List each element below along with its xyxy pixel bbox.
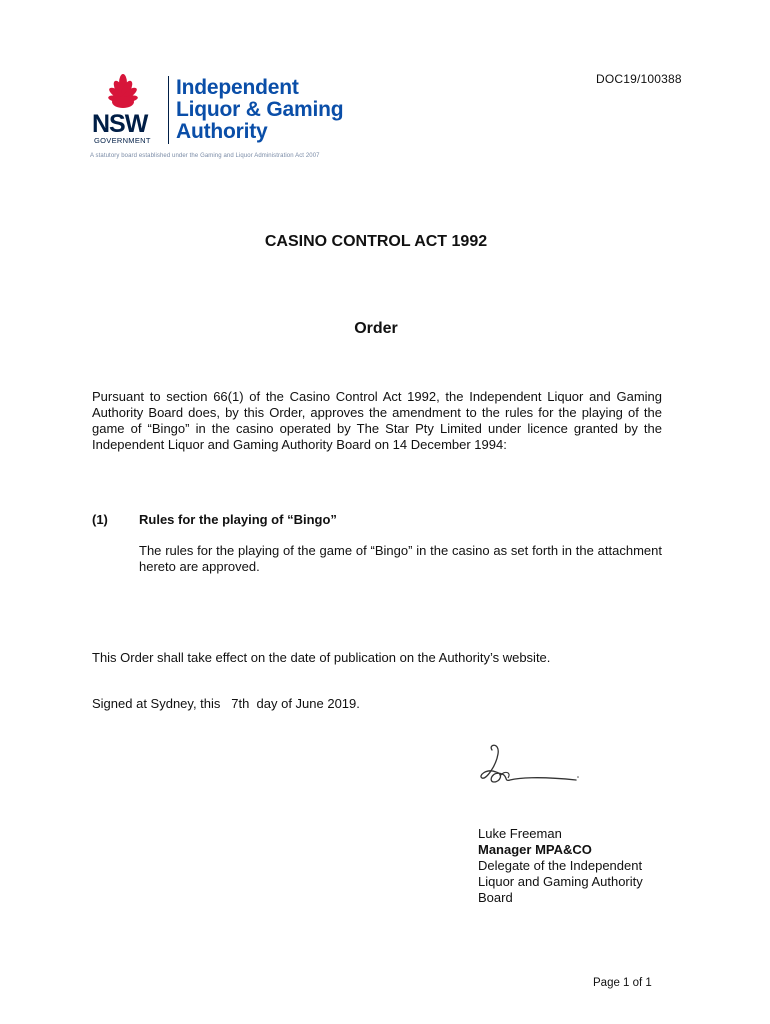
waratah-icon	[92, 74, 154, 114]
logo-name-line-1: Independent	[176, 76, 299, 99]
signatory-title: Manager MPA&CO	[478, 842, 592, 857]
intro-paragraph: Pursuant to section 66(1) of the Casino Control Act 1992, the Independent Liquor and Gaming Authority Board does, by this Order, approves the amendment to the rules for the playing of the game of “Bingo” in the casino operated by The Star Pty Limited under licence granted by the Independent Liquor and Gaming Authority Board on 14 December 1994:	[92, 389, 662, 452]
signatory-name: Luke Freeman	[478, 826, 562, 841]
signatory-block	[478, 826, 643, 906]
item-body: The rules for the playing of the game of “Bingo” in the casino as set forth in the attachment hereto are approved.	[139, 543, 662, 574]
logo-tagline: A statutory board established under the Gaming and Liquor Administration Act 2007	[90, 153, 320, 159]
government-wordmark: GOVERNMENT	[94, 136, 151, 145]
nsw-wordmark: NSW	[92, 110, 148, 138]
signatory-role-line-2: Liquor and Gaming Authority	[478, 874, 643, 889]
ilga-logo	[88, 74, 388, 166]
effect-statement: This Order shall take effect on the date of publication on the Authority’s website.	[92, 650, 551, 665]
handwritten-signature	[478, 740, 582, 792]
item-number: (1)	[92, 512, 108, 527]
order-title: Order	[354, 320, 398, 337]
page-number: Page 1 of 1	[593, 977, 652, 989]
logo-name-line-2: Liquor & Gaming	[176, 98, 344, 121]
signed-statement: Signed at Sydney, this 7th day of June 2019.	[92, 696, 360, 711]
logo-name-line-3: Authority	[176, 120, 268, 143]
item-heading: Rules for the playing of “Bingo”	[139, 512, 337, 527]
signatory-role-line-3: Board	[478, 890, 513, 905]
document-reference: DOC19/100388	[596, 72, 682, 86]
signatory-role-line-1: Delegate of the Independent	[478, 858, 643, 873]
logo-divider	[168, 76, 169, 144]
act-title: CASINO CONTROL ACT 1992	[264, 233, 488, 250]
